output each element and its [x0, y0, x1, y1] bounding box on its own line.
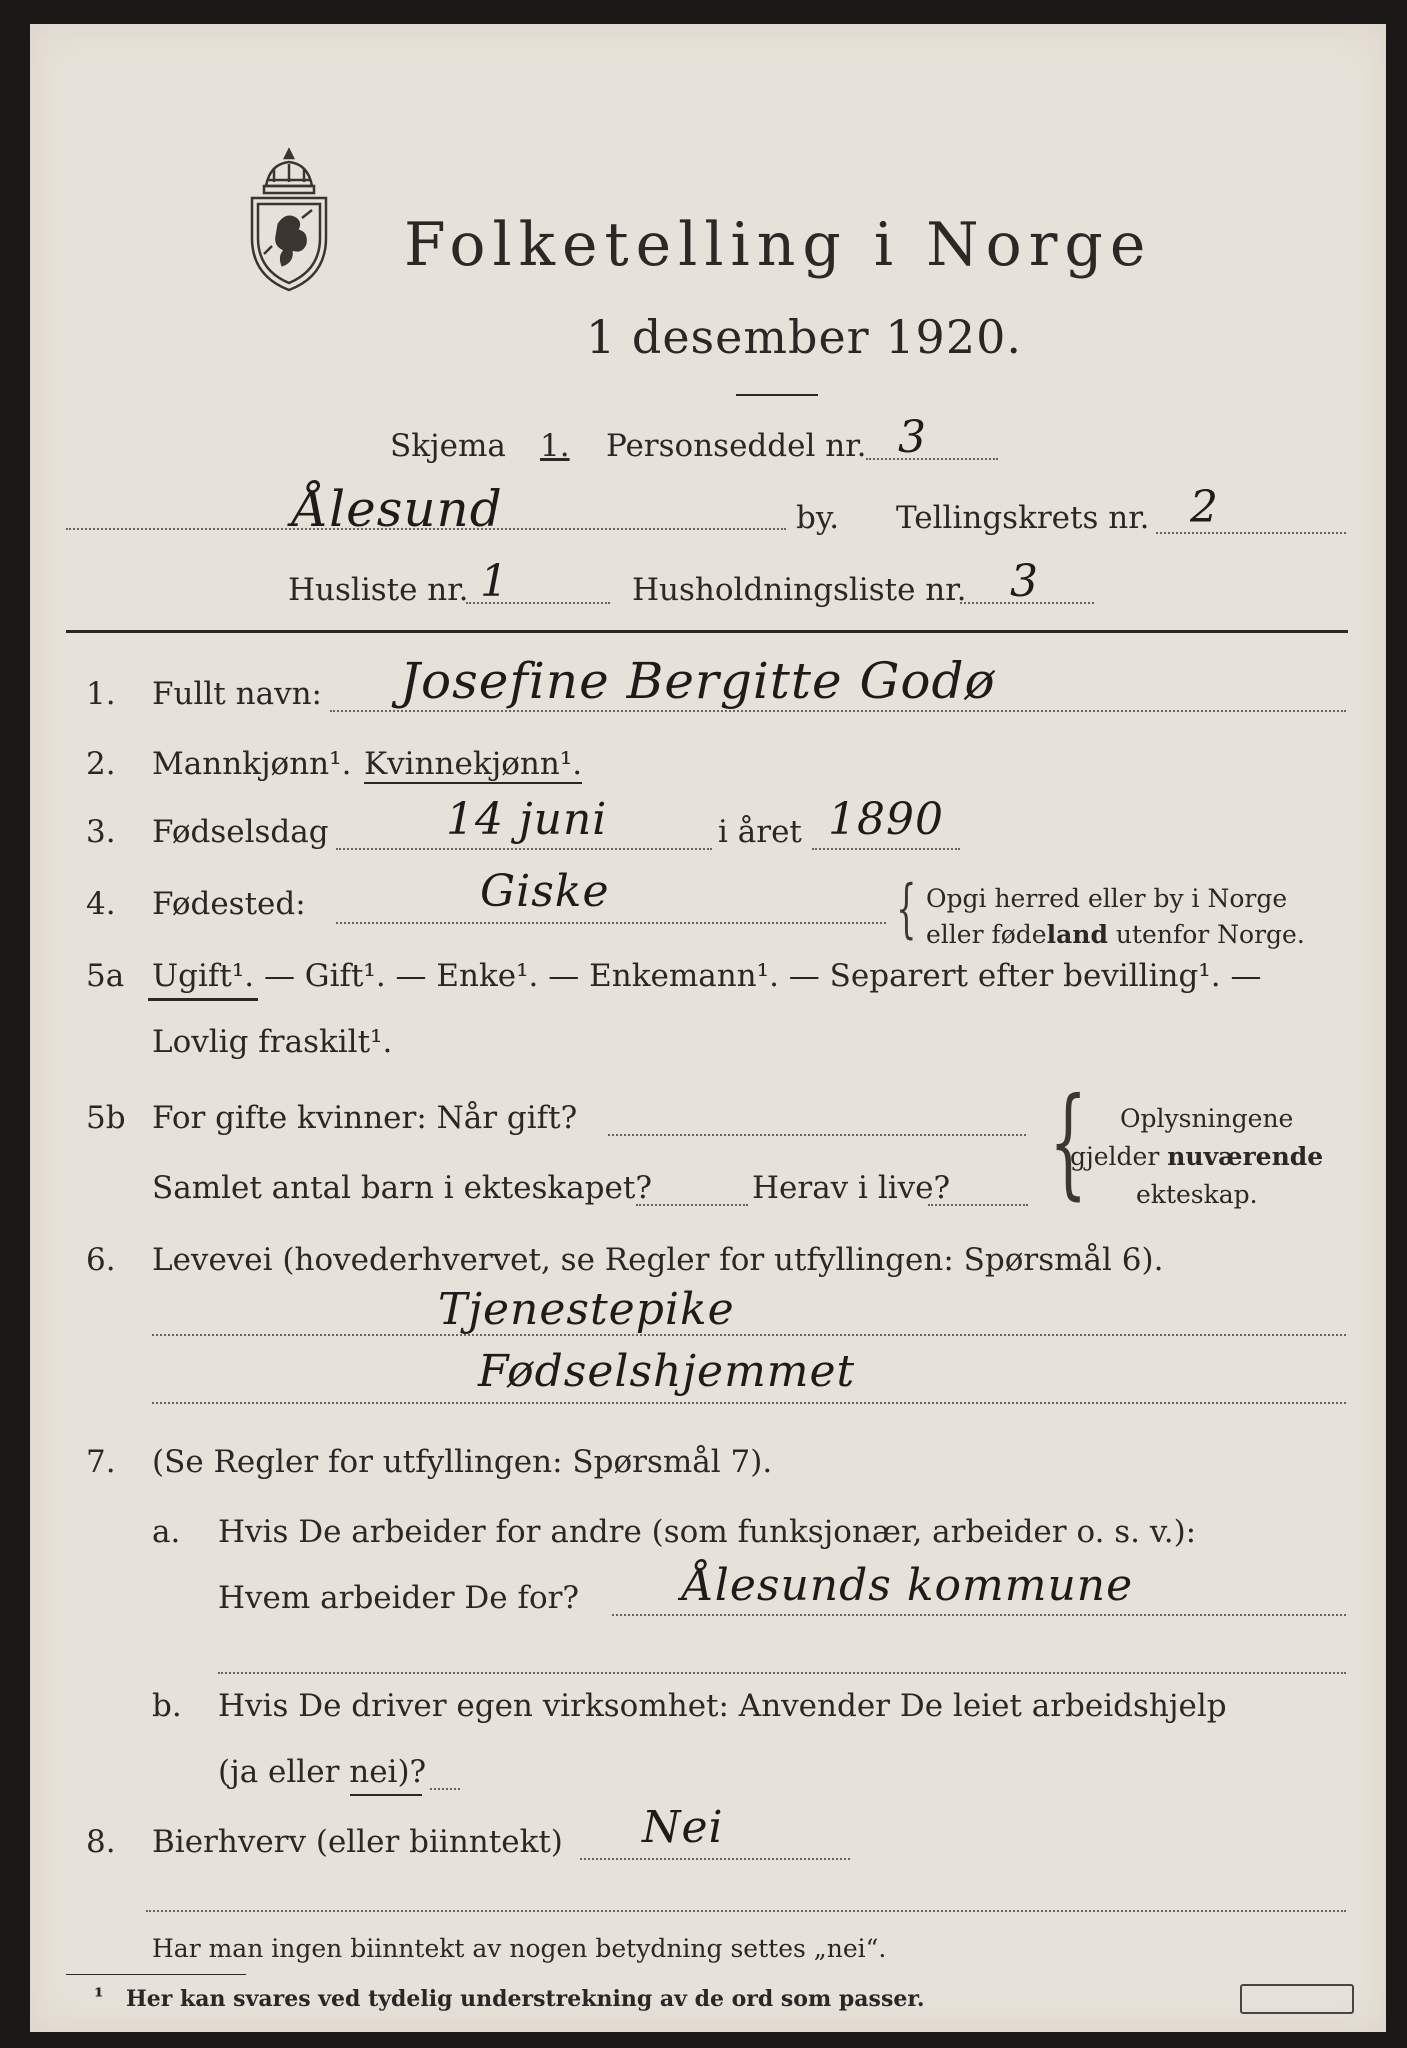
q3-birthday[interactable]: 14 juni: [446, 794, 608, 845]
husholdning-label: Husholdningsliste nr.: [632, 572, 967, 608]
q5b-alive-line[interactable]: [928, 1204, 1028, 1206]
footnote-text: Her kan svares ved tydelig understrekning av de ord som passer.: [126, 1986, 925, 2012]
q8-label: Bierhverv (eller biinntekt): [152, 1824, 563, 1860]
q4-label: Fødested:: [152, 886, 306, 922]
footer-note: Har man ingen biinntekt av nogen betydning settes „nei“.: [152, 1934, 887, 1963]
city-value[interactable]: Ålesund: [292, 480, 503, 538]
q6-line2: [152, 1402, 1346, 1404]
q7a-line2[interactable]: [218, 1672, 1346, 1674]
q5b-number: 5b: [86, 1100, 126, 1136]
q2-male-option[interactable]: Mannkjønn¹.: [152, 746, 352, 782]
q6-workplace[interactable]: Fødselshjemmet: [478, 1346, 856, 1397]
footnote-mark: ¹: [94, 1984, 104, 2010]
q5b-brace: {: [1049, 1073, 1088, 1212]
q5b-note-line3: ekteskap.: [1136, 1180, 1258, 1209]
q7b-line[interactable]: [430, 1788, 460, 1790]
q7-number: 7.: [86, 1444, 116, 1480]
skjema-label: Skjema: [390, 428, 506, 464]
q7a-employer[interactable]: Ålesunds kommune: [682, 1560, 1134, 1611]
q7a-label: Hvem arbeider De for?: [218, 1580, 580, 1616]
by-label: by.: [796, 500, 840, 536]
q5b-label-children: Samlet antal barn i ekteskapet?: [152, 1170, 652, 1206]
q8-line2[interactable]: [146, 1910, 1346, 1912]
q4-note-line2: eller fødeland utenfor Norge.: [926, 920, 1305, 949]
q8-number: 8.: [86, 1824, 116, 1860]
census-form-sheet: [30, 24, 1386, 2032]
tellingskrets-label: Tellingskrets nr.: [896, 500, 1150, 536]
q2-female-option[interactable]: Kvinnekjønn¹.: [364, 746, 583, 782]
coat-of-arms-icon: [244, 146, 334, 296]
q7a-line: [612, 1614, 1346, 1616]
q1-label: Fullt navn:: [152, 676, 322, 712]
q3-label: Fødselsdag: [152, 814, 329, 850]
footnote-rule: [66, 1974, 246, 1975]
tellingskrets-line: [1156, 532, 1346, 534]
printer-stamp: [1240, 1984, 1354, 2014]
q5b-married-line[interactable]: [608, 1134, 1026, 1136]
q3-year[interactable]: 1890: [828, 794, 944, 845]
q8-line: [580, 1858, 850, 1860]
q5b-children-line[interactable]: [636, 1204, 748, 1206]
q1-number: 1.: [86, 676, 116, 712]
q7a-question: Hvis De arbeider for andre (som funksjonær, arbeider o. s. v.):: [218, 1514, 1197, 1550]
q7b-question: Hvis De driver egen virksomhet: Anvender De leiet arbeidshjelp: [218, 1688, 1227, 1724]
personseddel-line: [866, 458, 998, 460]
personseddel-value[interactable]: 3: [898, 412, 927, 463]
q3-year-label: i året: [718, 814, 802, 850]
personseddel-label: Personseddel nr.: [606, 428, 867, 464]
q5b-note-line2: gjelder nuværende: [1070, 1142, 1324, 1171]
q2-number: 2.: [86, 746, 116, 782]
q7b-nei-underline: [350, 1794, 422, 1796]
tellingskrets-value[interactable]: 2: [1190, 482, 1219, 533]
husholdning-value[interactable]: 3: [1010, 556, 1039, 607]
q3-year-line: [812, 848, 960, 850]
husliste-label: Husliste nr.: [288, 572, 469, 608]
title-divider: [736, 394, 818, 396]
q4-number: 4.: [86, 886, 116, 922]
q4-birthplace[interactable]: Giske: [480, 866, 610, 917]
q4-brace: {: [896, 872, 917, 946]
q4-line: [336, 922, 886, 924]
q6-label: Levevei (hovederhvervet, se Regler for utfyllingen: Spørsmål 6).: [152, 1242, 1164, 1278]
q5a-ugift-underline: [148, 998, 258, 1001]
q6-line1: [152, 1334, 1346, 1336]
q3-number: 3.: [86, 814, 116, 850]
q6-number: 6.: [86, 1242, 116, 1278]
census-date: 1 desember 1920.: [586, 310, 1022, 364]
q4-note-line1: Opgi herred eller by i Norge: [926, 884, 1288, 913]
q7b-letter: b.: [152, 1688, 182, 1724]
skjema-value: 1.: [540, 428, 570, 464]
q6-occupation[interactable]: Tjenestepike: [438, 1284, 735, 1335]
q1-full-name[interactable]: Josefine Bergitte Godø: [400, 652, 996, 710]
q5b-label-married: For gifte kvinner: Når gift?: [152, 1100, 578, 1136]
q5a-options[interactable]: Ugift¹. — Gift¹. — Enke¹. — Enkemann¹. — Separert efter bevilling¹. —: [152, 958, 1262, 994]
q7a-letter: a.: [152, 1514, 181, 1550]
q5b-label-alive: Herav i live?: [752, 1170, 951, 1206]
form-title: Folketelling i Norge: [404, 210, 1153, 280]
q5a-number: 5a: [86, 958, 125, 994]
q8-extra-income[interactable]: Nei: [642, 1802, 724, 1853]
q7b-label: (ja eller nei)?: [218, 1754, 427, 1790]
q5a-options-line2[interactable]: Lovlig fraskilt¹.: [152, 1024, 393, 1060]
q1-line: [330, 710, 1346, 712]
header-rule: [66, 630, 1348, 633]
q5b-note-line1: Oplysningene: [1120, 1104, 1294, 1133]
husliste-value[interactable]: 1: [480, 556, 509, 607]
q7-label: (Se Regler for utfyllingen: Spørsmål 7).: [152, 1444, 773, 1480]
q3-day-line: [336, 848, 712, 850]
